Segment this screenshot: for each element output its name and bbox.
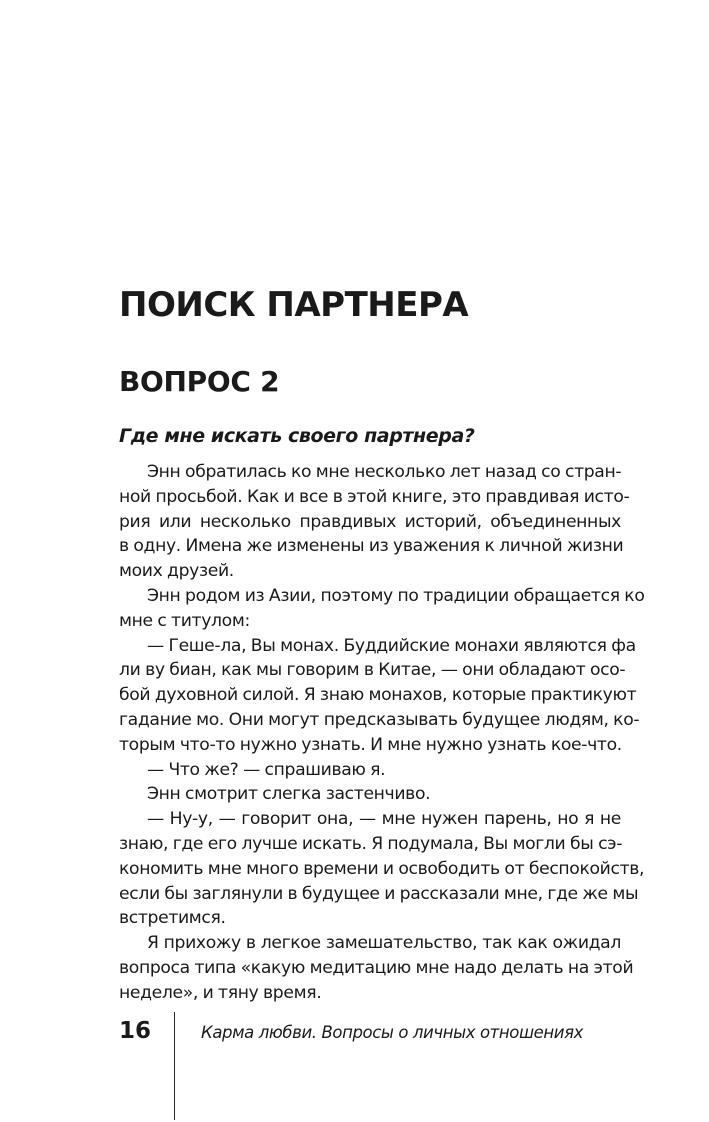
paragraph-line: Энн обратилась ко мне несколько лет назад со стран-: [147, 462, 622, 482]
paragraph-line: вопроса типа «какую медитацию мне надо делать на этой: [119, 957, 634, 978]
question-heading: ВОПРОС 2: [119, 365, 280, 398]
paragraph-line: мне с титулом:: [119, 610, 250, 631]
paragraph-line: ли ву биан, как мы говорим в Китае, — они обладают осо-: [119, 660, 626, 681]
paragraph-line: в одну. Имена же изменены из уважения к личной жизни: [119, 536, 624, 557]
paragraph-line: знаю, где его лучше искать. Я подумала, Вы могли бы сэ-: [119, 833, 623, 854]
paragraph-line: гадание мо. Они могут предсказывать будущее людям, ко-: [119, 709, 640, 730]
paragraph-line: — Геше-ла, Вы монах. Буддийские монахи являются фа: [147, 635, 636, 656]
paragraph-line: Энн смотрит слегка застенчиво.: [147, 784, 431, 805]
paragraph-line: — Ну-у, — говорит она, — мне нужен парень, но я не: [147, 809, 621, 830]
paragraph-line: встретимся.: [119, 908, 226, 929]
paragraph-line: Энн родом из Азии, поэтому по традиции обращается ко: [147, 585, 645, 606]
paragraph-line: моих друзей.: [119, 561, 234, 582]
footer-divider: [174, 1012, 175, 1120]
paragraph-line: — Что же? — спрашиваю я.: [147, 759, 386, 780]
question-text: Где мне искать своего партнера?: [119, 425, 475, 447]
running-title: Карма любви. Вопросы о личных отношениях: [201, 1023, 583, 1042]
body-text: [119, 460, 645, 1006]
paragraph-line: ной просьбой. Как и все в этой книге, это правдивая исто-: [119, 486, 630, 507]
page-number: 16: [119, 1018, 152, 1044]
paragraph-line: торым что-то нужно узнать. И мне нужно узнать кое-что.: [119, 734, 622, 755]
paragraph-line: кономить мне много времени и освободить от беспокойств,: [119, 858, 645, 879]
paragraph-line: если бы заглянули в будущее и рассказали мне, где же мы: [119, 883, 639, 904]
paragraph-line: бой духовной силой. Я знаю монахов, которые практикуют: [119, 685, 637, 706]
chapter-title: ПОИСК ПАРТНЕРА: [119, 285, 469, 325]
paragraph-line: неделе», и тяну время.: [119, 982, 322, 1003]
paragraph-line: Я прихожу в легкое замешательство, так как ожидал: [147, 933, 621, 954]
paragraph-line: рия или несколько правдивых историй, объединенных: [119, 511, 621, 532]
